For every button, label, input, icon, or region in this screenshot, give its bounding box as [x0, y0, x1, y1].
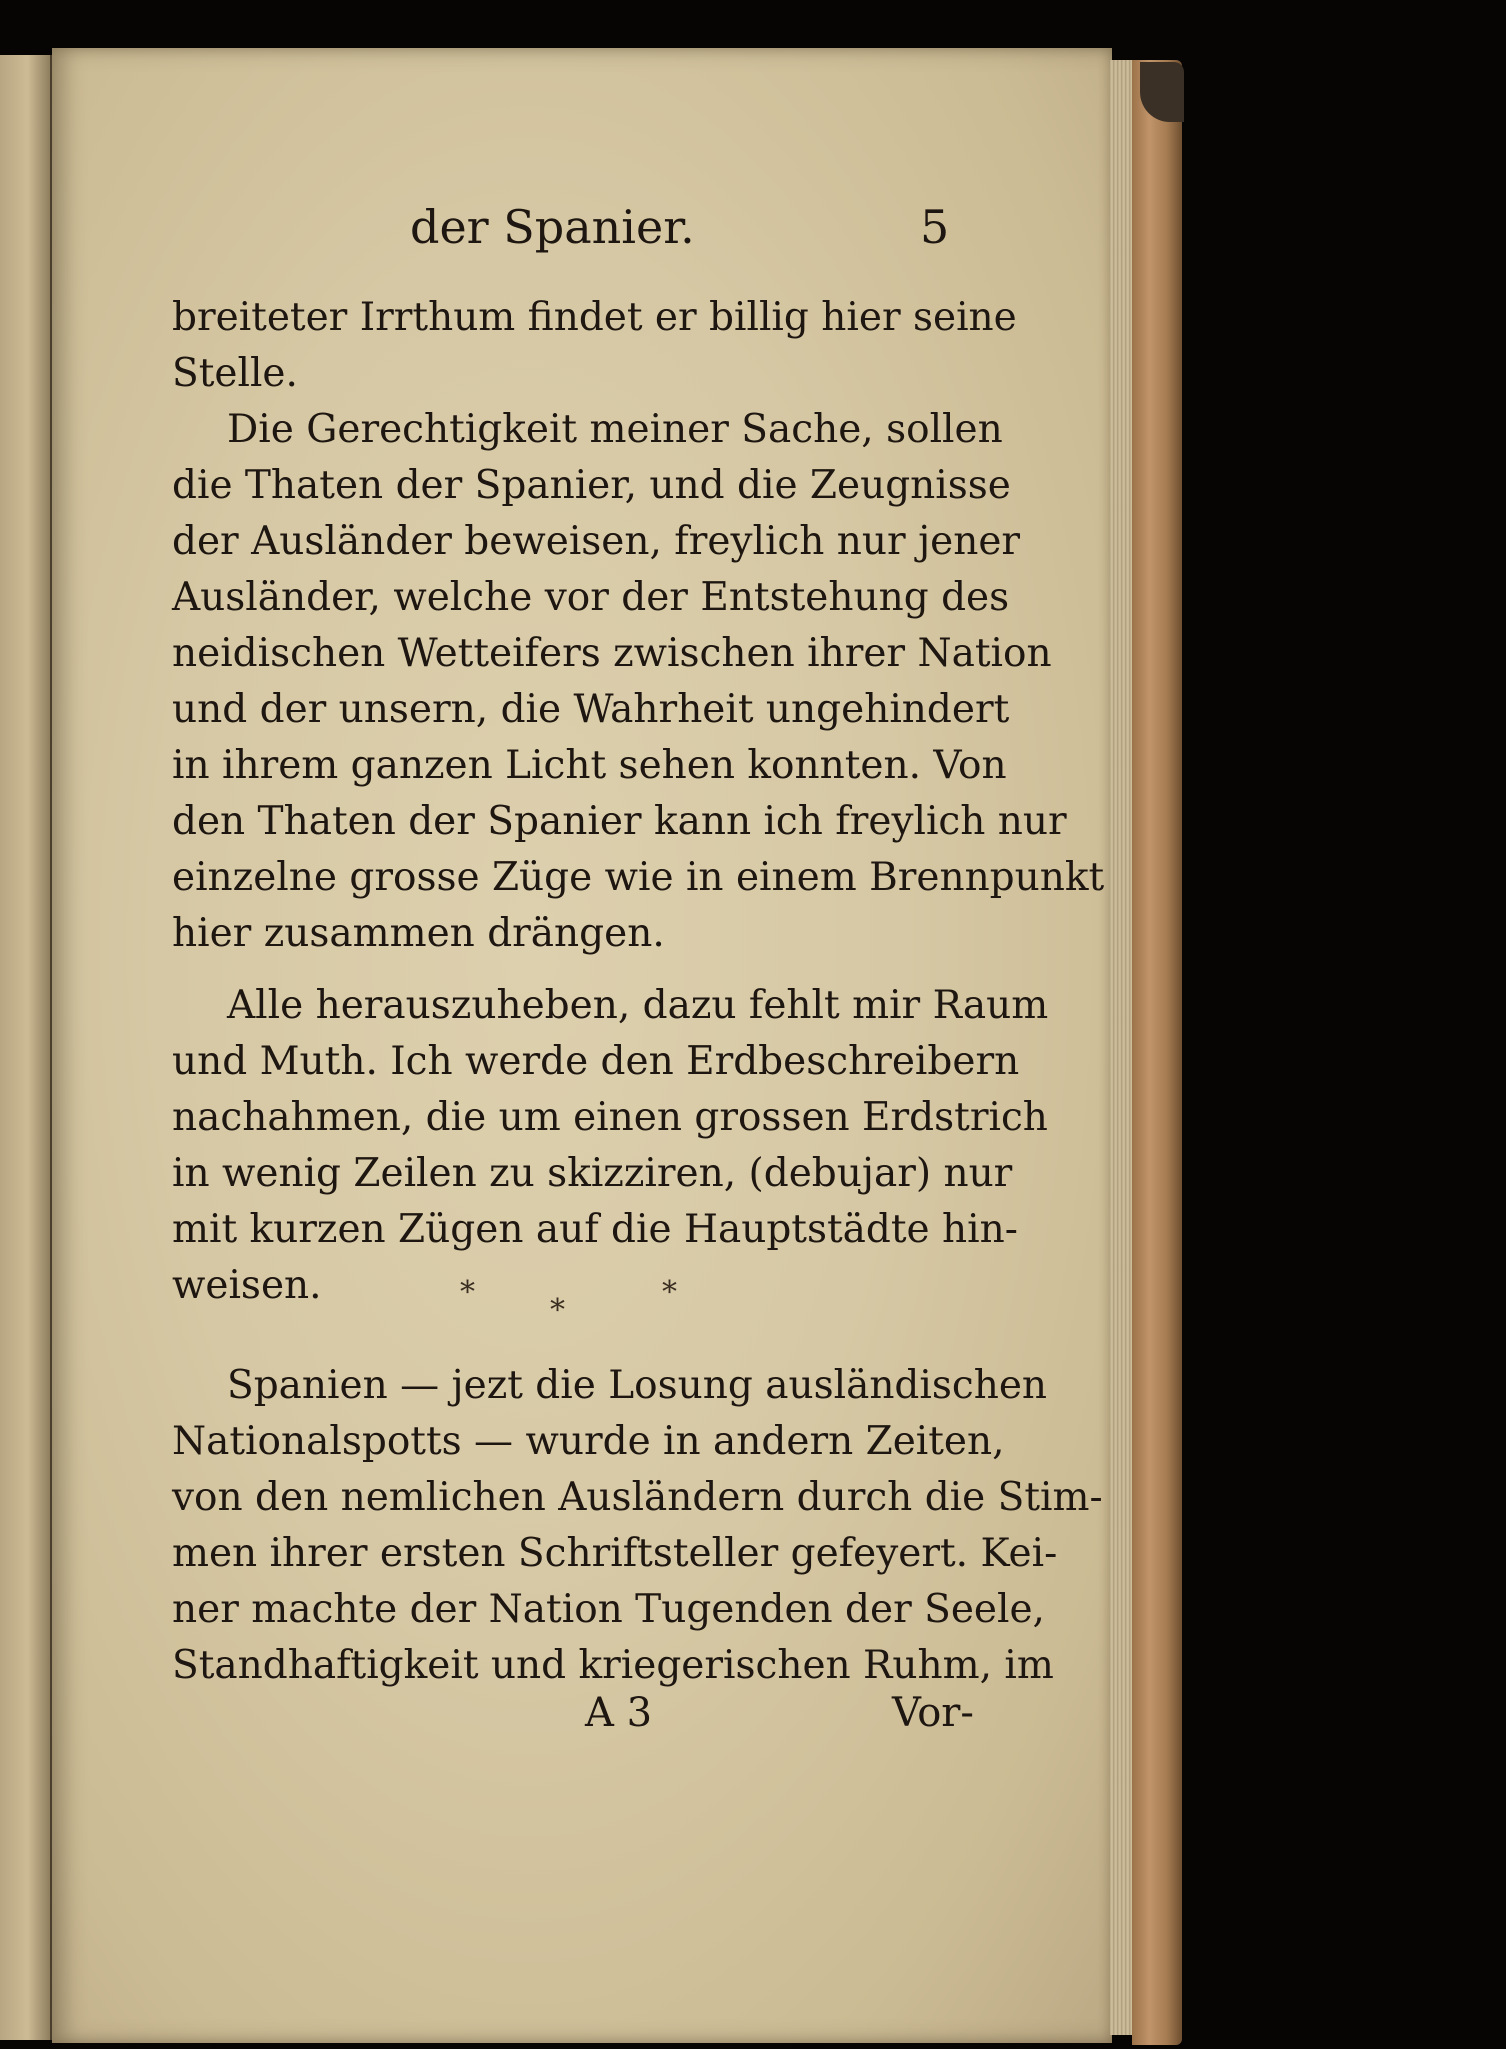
text-line: hier zusammen drängen.: [172, 911, 665, 956]
text-line: und der unsern, die Wahrheit ungehindert: [172, 687, 1010, 732]
text-line: men ihrer ersten Schriftsteller gefeyert. Kei-: [172, 1531, 1058, 1576]
text-line: Standhaftigkeit und kriegerischen Ruhm, im: [172, 1643, 1054, 1688]
asterisk-ornament: *: [460, 1275, 475, 1310]
text-line: von den nemlichen Ausländern durch die Stim-: [172, 1475, 1103, 1520]
text-line: der Ausländer beweisen, freylich nur jener: [172, 519, 1021, 564]
text-line: mit kurzen Zügen auf die Hauptstädte hin-: [172, 1207, 1018, 1252]
asterisk-ornament: *: [550, 1293, 565, 1328]
section-separator: [440, 1275, 700, 1328]
text-line: neidischen Wetteifers zwischen ihrer Nation: [172, 631, 1052, 676]
text-line: die Thaten der Spanier, und die Zeugnisse: [172, 463, 1011, 508]
text-line: einzelne grosse Züge wie in einem Brennpunkt: [172, 855, 1105, 900]
text-line: ner machte der Nation Tugenden der Seele,: [172, 1587, 1045, 1632]
running-header: der Spanier.: [410, 200, 695, 254]
text-line: Stelle.: [172, 351, 298, 396]
text-line: in ihrem ganzen Licht sehen konnten. Von: [172, 743, 1007, 788]
text-line: weisen.: [172, 1263, 322, 1308]
text-line: den Thaten der Spanier kann ich freylich nur: [172, 799, 1067, 844]
text-line: Nationalspotts — wurde in andern Zeiten,: [172, 1419, 1005, 1464]
book-cover: [1132, 60, 1182, 2045]
signature-mark: A 3: [585, 1690, 653, 1736]
text-line: Die Gerechtigkeit meiner Sache, sollen: [227, 407, 1003, 452]
page-stack-edge: [1110, 60, 1134, 2035]
facing-page-edge: [0, 55, 53, 2040]
text-line: breiteter Irrthum findet er billig hier seine: [172, 295, 1017, 340]
text-line: nachahmen, die um einen grossen Erdstrich: [172, 1095, 1048, 1140]
text-line: Ausländer, welche vor der Entstehung des: [172, 575, 1010, 620]
text-line: Alle herauszuheben, dazu fehlt mir Raum: [227, 983, 1049, 1028]
catchword: Vor-: [892, 1690, 974, 1736]
text-line: Spanien — jezt die Losung ausländischen: [227, 1363, 1048, 1408]
page-number: 5: [920, 200, 950, 254]
text-line: und Muth. Ich werde den Erdbeschreibern: [172, 1039, 1020, 1084]
asterisk-ornament: *: [662, 1275, 677, 1310]
text-line: in wenig Zeilen zu skizziren, (debujar) nur: [172, 1151, 1013, 1196]
section-two-text: [172, 1358, 1103, 1694]
body-text: [172, 290, 1105, 1314]
